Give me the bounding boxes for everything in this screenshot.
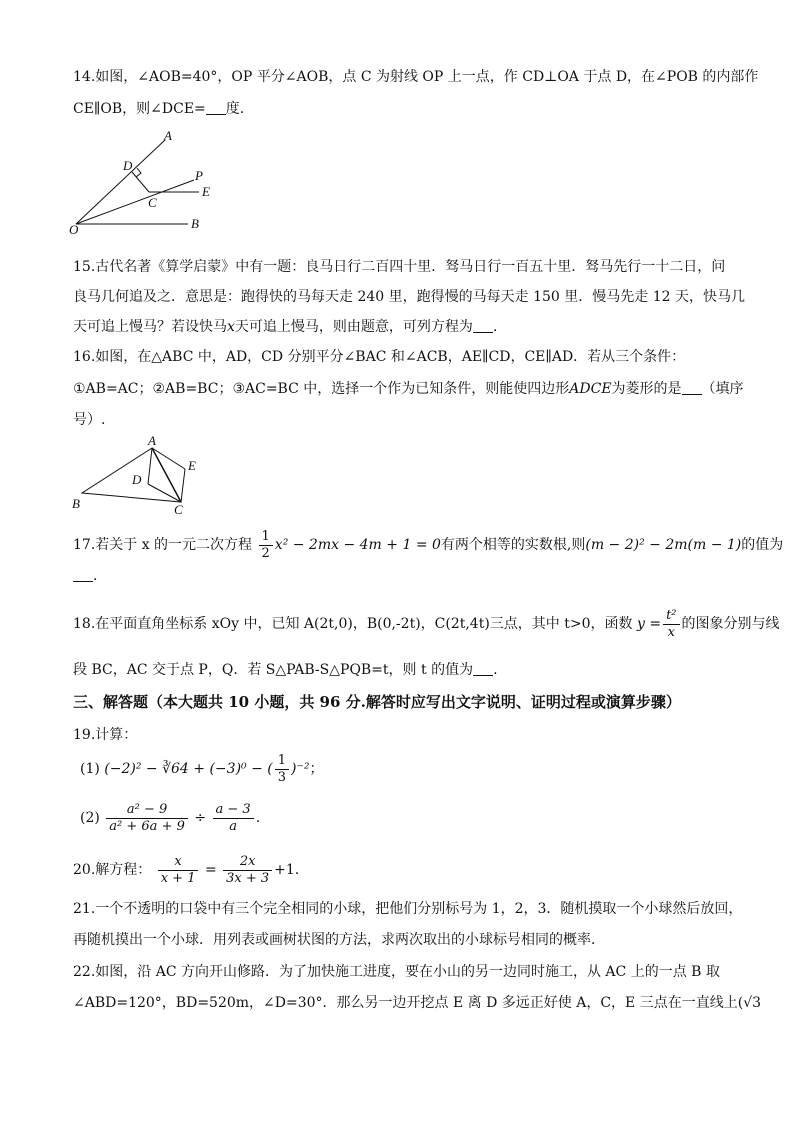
- q19-p2-den2: a: [229, 818, 237, 834]
- q16-line2-end: （填序: [701, 381, 744, 397]
- q19-part2: [80, 800, 260, 836]
- label-a: A: [148, 433, 156, 448]
- q18-line2: [73, 660, 498, 680]
- q18-func-lhs: y =: [636, 616, 662, 632]
- q17-line2: [73, 566, 97, 586]
- q17-line1: [73, 528, 783, 562]
- q18-func-num: t²: [663, 608, 679, 625]
- q19-p2-num2: a − 3: [213, 802, 254, 819]
- q19-p1-num: 1: [275, 753, 289, 770]
- q19-p1-label: (1): [80, 761, 100, 777]
- q20-post: +1.: [274, 862, 300, 878]
- q15-line2: 良马几何追及之．意思是：跑得快的马每天走 240 里，跑得慢的马每天走 150 里．慢马先走 12 天，快马几: [73, 289, 745, 305]
- label-a: A: [164, 128, 172, 143]
- q17-mid: 有两个相等的实数根,则: [440, 537, 586, 553]
- q16-line2-post: 为菱形的是: [611, 381, 682, 397]
- q18-fraction: [663, 608, 679, 641]
- q21-line2: 再随机摸出一个小球．用列表或画树状图的方法，求两次取出的小球标号相同的概率．: [73, 932, 605, 948]
- label-c: C: [148, 195, 157, 210]
- q20-frac2: [223, 854, 272, 887]
- q15-line3-end: .: [492, 319, 498, 335]
- q20-line: [73, 852, 299, 888]
- q15-line3-post: 天可追上慢马，则由题意，可列方程为: [234, 319, 473, 335]
- label-d: D: [123, 158, 133, 173]
- q19-p1-tail: )⁻²: [291, 761, 310, 777]
- q22-line1: 22.如图，沿 AC 方向开山修路．为了加快施工进度，要在小山的另一边同时施工，从 AC 上的一点 B 取: [73, 964, 720, 980]
- q17-frac-num: 1: [259, 529, 273, 546]
- q14-line2-text: CE∥OB，则∠DCE=: [73, 101, 206, 117]
- q20-den2: 3x + 3: [226, 870, 270, 886]
- answer-blank: [73, 567, 93, 582]
- q19-p2-frac1: [106, 802, 188, 835]
- ray-oa: [76, 140, 165, 224]
- answer-blank: [206, 100, 226, 115]
- ray-op: [76, 180, 194, 224]
- q15-line3-pre: 天可追上慢马？若设快马: [73, 319, 227, 335]
- q18-func-den: x: [667, 624, 675, 640]
- q17-fraction: [259, 529, 273, 562]
- q19-p1-end: ；: [309, 761, 324, 777]
- q14-line2-post: 度.: [225, 101, 245, 117]
- q16-figure: [66, 432, 216, 516]
- label-b: B: [191, 216, 199, 231]
- q17-pre: 17.若关于 x 的一元二次方程: [73, 537, 253, 553]
- q16-line2: [73, 379, 744, 399]
- q19-p2-end: .: [255, 810, 261, 826]
- q15-line3: [73, 317, 497, 337]
- label-o: O: [69, 222, 79, 237]
- answer-blank: [682, 380, 702, 395]
- q22-line2: ∠ABD=120°，BD=520m，∠D=30°．那么另一边开挖点 E 离 D 多远正好使 A，C，E 三点在一直线上(√3: [73, 995, 762, 1011]
- q17-expression: (m − 2)² − 2m(m − 1): [585, 537, 742, 553]
- q20-num1: x: [158, 854, 199, 871]
- right-angle-mark: [136, 168, 141, 177]
- q19-p1-expr: (−2)² − ∛64 + (−3)⁰ − (: [104, 761, 273, 777]
- q16-line2-pre: ①AB=AC；②AB=BC；③AC=BC 中，选择一个作为已知条件，则能使四边形: [73, 381, 570, 397]
- q15-var-x: x: [227, 319, 235, 335]
- q19-p2-num1: a² − 9: [106, 802, 188, 819]
- segment-ad: [148, 448, 152, 484]
- q16-quad: ADCE: [569, 381, 612, 397]
- q20-den1: x + 1: [160, 870, 196, 886]
- answer-blank: [473, 318, 493, 333]
- q18-line1: [73, 606, 780, 642]
- q18-line1-pre: 18.在平面直角坐标系 xOy 中，已知 A(2t,0)，B(0,-2t)，C(2t,4t)三点，其中 t>0，函数: [73, 616, 633, 632]
- section-heading: 三、解答题（本大题共 10 小题，共 96 分.解答时应写出文字说明、证明过程或演算步骤）: [73, 693, 681, 711]
- q18-line1-post: 的图象分别与线: [681, 616, 780, 632]
- q19-p2-den1: a² + 6a + 9: [109, 818, 185, 834]
- q20-frac1: [158, 854, 199, 887]
- q20-eq: =: [204, 862, 217, 878]
- q20-pre: 20.解方程：: [73, 862, 152, 878]
- label-c: C: [174, 502, 183, 516]
- q16-line1: 16.如图，在△ABC 中，AD，CD 分别平分∠BAC 和∠ACB，AE∥CD，CE∥AD．若从三个条件：: [73, 349, 686, 365]
- q14-figure: [66, 128, 226, 238]
- label-d: D: [132, 472, 142, 487]
- q17-end: .: [93, 568, 98, 584]
- label-e: E: [202, 184, 210, 199]
- q15-line1: 15.古代名著《算学启蒙》中有一题：良马日行二百四十里．驽马日行一百五十里．驽马先行一十二日，问: [73, 259, 726, 275]
- q17-equation: x² − 2mx − 4m + 1 = 0: [274, 537, 441, 553]
- q17-post: 的值为: [741, 537, 784, 553]
- q18-line2-pre: 段 BC，AC 交于点 P，Q．若 S△PAB-S△PQB=t，则 t 的值为: [73, 662, 474, 678]
- q19-p2-label: (2): [80, 810, 100, 826]
- label-p: P: [195, 168, 203, 183]
- q21-line1: 21.一个不透明的口袋中有三个完全相同的小球，把他们分别标号为 1，2，3．随机摸取一个小球然后放回，: [73, 901, 743, 917]
- label-e: E: [188, 458, 196, 473]
- q20-num2: 2x: [223, 854, 272, 871]
- segment-ce: [181, 469, 185, 502]
- q19-p2-op: ÷: [194, 810, 207, 826]
- q19-part1: [80, 752, 323, 786]
- label-b: B: [72, 496, 80, 511]
- q16-line3: 号）.: [73, 412, 106, 428]
- q18-line2-end: .: [493, 662, 498, 678]
- q14-line1: 14.如图，∠AOB=40°，OP 平分∠AOB，点 C 为射线 OP 上一点，作 CD⊥OA 于点 D，在∠POB 的内部作: [73, 69, 759, 85]
- q19-p2-frac2: [213, 802, 254, 835]
- segment-cd: [132, 172, 149, 192]
- q14-line2: [73, 99, 244, 119]
- answer-blank: [473, 661, 493, 676]
- q19-title: 19.计算：: [73, 727, 138, 743]
- q17-frac-den: 2: [261, 545, 270, 561]
- q19-p1-den: 3: [277, 769, 287, 785]
- q19-p1-fraction: [275, 753, 289, 786]
